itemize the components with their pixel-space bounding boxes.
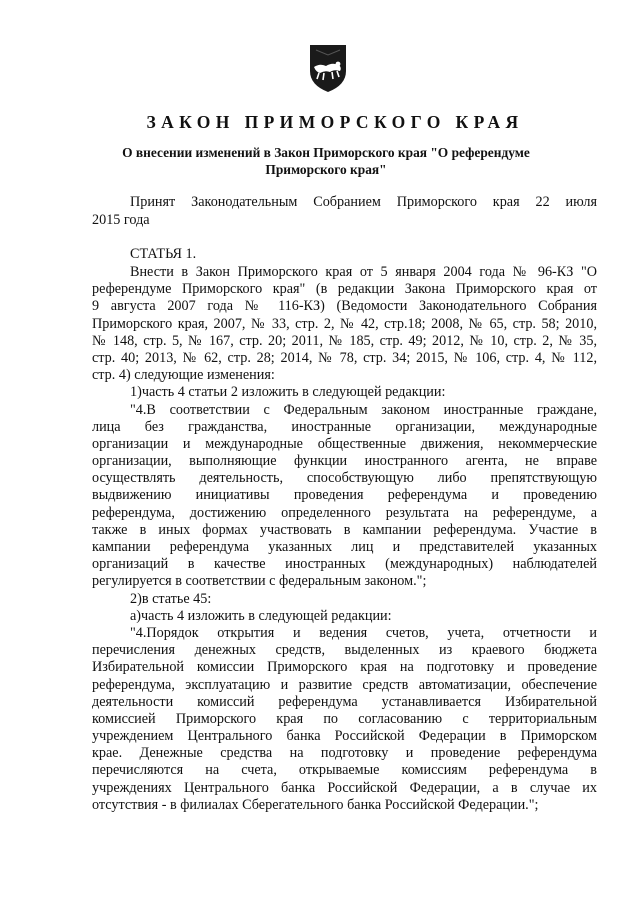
body-line: кампании референдума указанных лиц и представителей указанных [92,539,597,555]
body-line: стр. 40; 2013, № 62, стр. 28; 2014, № 78, стр. 34; 2015, № 106, стр. 4, № 112, [92,349,597,366]
body-line: Избирательной комиссии Приморского края на подготовку и проведение [92,659,597,676]
body-line: референдума, достижению определенного результата на референдуме, а [92,504,597,521]
body-line: деятельности комиссий референдума устанавливается Избирательной [92,693,597,710]
body-line: перечисляются на счета, открываемые комиссиям референдума в [92,762,597,779]
body-line: перечисления денежных средств, выделенных из краевого бюджета [92,642,597,659]
body-line: "4.В соответствии с Федеральным законом иностранные граждане, [130,401,597,418]
body-line: также в иных формах участвовать в кампании референдума. Участие в [92,521,597,538]
body-line: крае. Денежные средства на подготовку и проведение референдума [92,745,597,762]
body-line: лица без гражданства, иностранные организации, международные [92,418,597,435]
body-line: организации, выполняющие функции иностранного агента, не вправе [92,453,597,470]
body-line: 2)в статье 45: [130,590,212,607]
body-line: комиссией Приморского края по согласованию с территориальным [92,710,597,727]
law-title: ЗАКОН ПРИМОРСКОГО КРАЯ [146,112,524,132]
law-subtitle-line: О внесении изменений в Закон Приморского края "О референдуме [122,145,530,160]
article-body [92,264,597,814]
body-line: референдуме Приморского края" (в редакции Закона Приморского края от [92,281,597,298]
body-line: Приморского края, 2007, № 33, стр. 2, № 42, стр.18; 2008, № 65, стр. 58; 2010, [92,315,597,332]
adoption-line: 2015 года [92,211,150,228]
body-line: а)часть 4 изложить в следующей редакции: [130,607,392,624]
body-line: организации и международные общественные движения, некоммерческие [92,435,597,452]
body-line: учреждениях Центрального банка Российской Федерации, а в случае их [92,779,597,796]
article-heading: СТАТЬЯ 1. [130,246,197,262]
law-subtitle [96,144,556,178]
body-line: стр. 4) следующие изменения: [92,367,275,384]
body-line: регулируется в соответствии с федеральным законом."; [92,573,427,590]
body-line: отсутствия - в филиалах Сберегательного банка Российской Федерации."; [92,796,539,813]
body-line: 9 августа 2007 года № 116-КЗ) (Ведомости Законодательного Собрания [92,298,597,315]
body-line: референдума, эксплуатацию и развитие средств автоматизации, обеспечение [92,676,597,693]
body-line: осуществлять деятельность, способствующую либо препятствующую [92,470,597,487]
adoption-statement [92,194,597,229]
body-line: выдвижению инициативы проведения референдума и проведению [92,487,597,504]
body-line: организаций в качестве иностранных (международных) наблюдателей [92,556,597,573]
body-line: Внести в Закон Приморского края от 5 января 2004 года № 96-КЗ "О [130,264,597,280]
law-subtitle-line: Приморского края" [265,162,387,177]
body-line: № 148, стр. 5, № 167, стр. 20; 2011, № 185, стр. 49; 2012, № 10, стр. 2, № 35, [92,332,597,349]
body-line: учреждением Центрального банка Российской Федерации в Приморском [92,728,597,745]
adoption-line: Принят Законодательным Собранием Приморского края 22 июля [130,194,597,210]
body-line: "4.Порядок открытия и ведения счетов, учета, отчетности и [130,624,597,641]
coat-of-arms-emblem [306,43,350,93]
body-line: 1)часть 4 статьи 2 изложить в следующей редакции: [130,384,446,401]
